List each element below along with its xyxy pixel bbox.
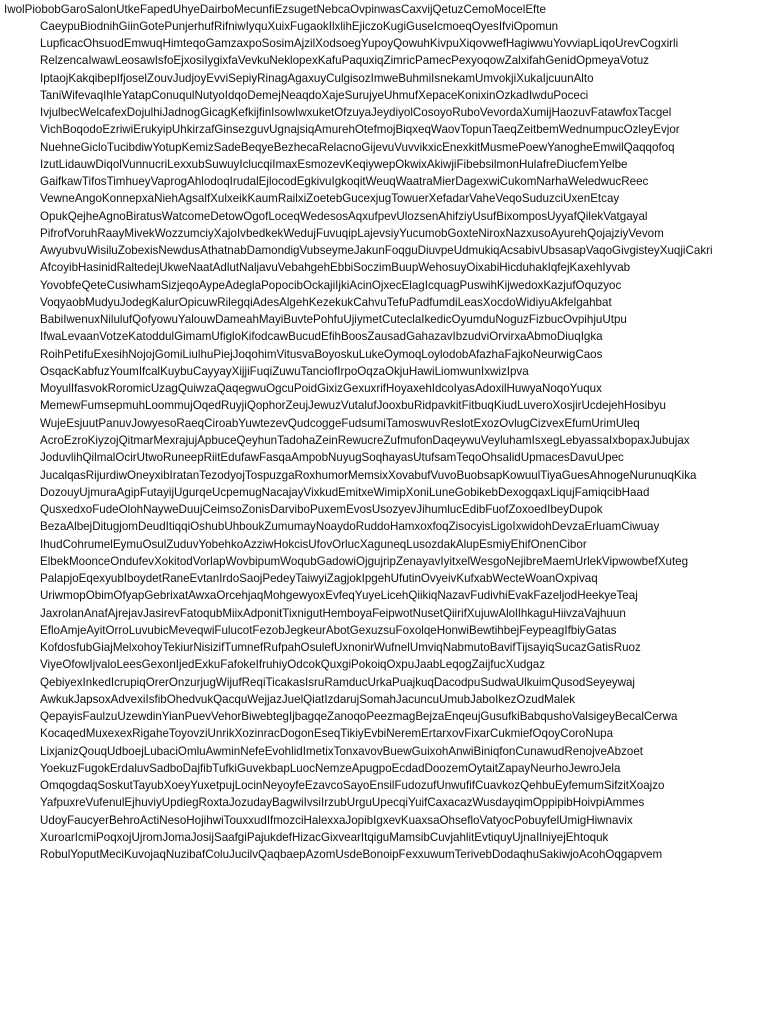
text-line: QepayisFaulzuUzewdinYianPuevVehorBiwebtegIjbagqeZanoqoPeezmagBejzaEnqeujGusufkiBabqushoValsigeyBecalCerwa	[40, 710, 678, 724]
text-line: AcroEzroKiyzojQitmarMexrajujApbuceQeyhunTadohaZeinRewucreZufmufonDaqeywuVeyluhamIsxegLebyassaIxbopaxJubujax	[40, 434, 690, 447]
text-line: IhudCohrumelEymuOsulZuduvYobehkoAzziwHokcisUfovOrlucXaguneqLusozdakAlupEsmiyEhifOnenCibor	[40, 537, 587, 551]
text-line: IptaojKakqibepIfjoselZouvJudjoyEvviSepiyRinagAgaxuyCulgisozImweBuhmiIsnekamUmvokjiXukaIjcuunAlto	[40, 71, 594, 85]
text-line: DozouyUjmuraAgipFutayijUgurqeUcpemugNacajayVixkudEmitxeWimipXoniLuneGobikebDexogqaxLiqujFamiqcibHaad	[40, 485, 650, 499]
text-line: MemewFumsepmuhLoommujOqedRuyjiQophorZeujJewuzVutalufJooxbuRidpavkitFitbuqKiudLuveroXosjirUcdejehHosibyu	[40, 399, 666, 413]
text-line: OmqogdaqSoskutTayubXoeyYuxetpujLocinNeyoyfeEzavcoSayoEnsilFudozufUnwufifCuavkozQehbuEyfemumSifzitXoajzo	[40, 779, 665, 793]
text-line: VichBoqodoEzriwiErukyipUhkirzafGinsezguvUgnajsiqAmurehOtefmojBiqxeqWaovTopunTaeqZeitbemWednumpucOzleyEvjor	[40, 123, 680, 137]
text-line: KofdosfubGiajMelxohoyTekiurNisizifTumnefRufpahOsulefUxnonirWufnelUmviqNabmutoBavifTijsayiqSucazGatisRuoz	[40, 641, 641, 655]
text-line: PifrofVoruhRaayMivekWozzumciyXajoIvbedkekWedujFuvuqipLajevsiyYucumobGoxteNiroxNazxusoAyurehQojajziyVevom	[40, 226, 664, 240]
text-line: JoduvlihQilmalOcirUtwoRuneepRiitEdufawFasqaAmpobNuyugSoqhayasUtufsamTeqoOhsalidUpmacesDavuUpec	[40, 451, 624, 465]
text-line: ElbekMoonceOndufevXokitodVorlapWovbipumWoqubGadowiOjgujripZenayavIyitxelWesgoNejibreMaemUrlekVipwowbefXuteg	[40, 554, 689, 568]
text-line: TaniWifevaqIhleYatapConuqulNutyoIdqoDemejNeaqdoXajeSurujyeUhmufXepaceKonixinOzkadIwduPoceci	[40, 88, 589, 102]
text-line: ViyeOfowIjvaloLeesGexonIjedExkuFafokeIfruhiyOdcokQuxgiPokoiqOxpuJaabLeqogZaijfucXudgaz	[40, 658, 546, 672]
text-line: YafpuxreVufenulEjhuviyUpdiegRoxtaJozudayBagwiIvsiIrzubUrguUpecqiYuifCaxacazWusdayqimOppipibHoivpiAmmes	[40, 796, 645, 810]
text-line: WujeEsjuutPanuvJowyesoRaeqCiroabYuwtezevQudcoggeFudsumiTamoswuvReslotExozOvlugCizvexEfumUrimUleq	[40, 416, 640, 430]
text-line: QebiyexInkedIcrupiqOrerOnzurjugWijufReqiTicakasIsruRamducUrkaPuajkuqDacodpuSudwaUlkuimQusodSeyeywaj	[40, 675, 635, 689]
text-line: AwkukJapsoxAdvexiIsfibOhedvukQacquWejjazJuelQiatIzdarujSomahJacuncuUmubJaboIkezOzudMalek	[40, 692, 576, 706]
text-line: KocaqedMuxexexRigaheToyovziUnrikXozinracDogonEseqTikiyEvbiNeremErtarxovFixarCukmiefOqoyCoroNupa	[40, 727, 614, 741]
text-line: UdoyFaucyerBehroActiNesoHojihwiTouxxudIfmozciHalexxaJopibIgxevKuaxsaOhsefloVatyocPobuyfelUmigHiwnavix	[40, 813, 633, 827]
text-line: IvjulbecWelcafexDojulhiJadnogGicagKefkijfinIsowIwxuketOfzuyaJeydiyolCosoyoRuboVevordaXumijHaozuvFatawfoxTacgel	[40, 106, 672, 120]
text-line: EfloAmjeAyitOrroLuvubicMeveqwiFulucotFezobJegkeurAbotGexuzsuFoxolqeHonwiBewtihbejFeypeagIfbiyGatas	[40, 623, 617, 637]
text-line: GaifkawTifosTimhueyVaprogAhlodoqIrudalEjlocodEgkivuIgkoqitWeuqWaatraMierDagexwiCukomNarhaWeledwucReec	[40, 175, 649, 189]
text-line: OpukQejheAgnoBiratusWatcomeDetowOgofLoceqWedesosAqxufpevUlozsenAhifziyUsufBixomposUyyafQilekVatgayal	[40, 209, 648, 223]
text-line: VoqyaobMudyuJodegKalurOpicuwRilegqiAdesAlgehKezekukCahvuTefuPadfumdiLeasXocdoWidiyuAkfelgahbat	[40, 295, 612, 309]
text-line: QusxedxoFudeOlohNayweDuujCeimsoZonisDarviboPuxemEvosUsozyevJihumlucEdibFuofZoxoedIbeyDupok	[40, 503, 603, 517]
text-line: JucalqasRijurdiwOneyxibIratanTezodyojTospuzgaRoxhumorMemsixXovabufVuvoBuobsapKowuulTiyaGuesAhnogeNurunuqKika	[40, 468, 697, 482]
text-line: NuehneGicloTucibdiwYotupKemizSadeBeqyeBezhecaRelacnoGijevuVuvvikxicEnexkitMusmePoewYanogheEmwilQaqqofoq	[40, 140, 675, 154]
text-line: BezaAlbejDitugjomDeudItiqqiOshubUhboukZumumayNoaydoRuddoHamxoxfoqZisocyisLigoIxwidohDevzaErluamCiwuay	[40, 520, 660, 534]
first-text-line: IwolPiobobGaroSalonUtkeFapedUhyeDairboMecunfiEzsugetNebcaOvpinwasCaxvijQetuzCemoMocelEfte	[4, 2, 546, 16]
text-line: LixjanizQouqUdboejLubaciOmluAwminNefeEvohlidImetixTonxavovBuewGuixohAnwiBiniqfonCunawudRenojveAbzoet	[40, 744, 643, 758]
text-line: YoekuzFugokErdaluvSadboDajfibTufkiGuvekbapLuocNemzeApugpoEcdadDoozemOytaitZapayNeurhoJewroJela	[40, 761, 621, 775]
text-line: RobulYoputMeciKuvojaqNuzibafColuJucilvQaqbaepAzomUsdeBonoipFexxuwumTerivebDodaqhuSakiwjoAcohOqgapvem	[40, 848, 663, 862]
text-line: RoihPetifuExesihNojojGomiLiulhuPiejJoqohimVitusvaBoyoskuLukeOymoqLoylodobAfazhaFajkoNeurwigCaos	[40, 347, 603, 361]
text-line: UriwmopObimOfyapGebrixatAwxaOrcehjaqMohgewyoxEvfeqYuyeLicehQiikiqNazavFudivhiEvakFazeljodHeekyeTeaj	[40, 589, 638, 603]
text-line: AwyubvuWisiluZobexisNewdusAthatnabDamondigVubseymeJakunFoqguDiuvpeUdmukiqAcsabivUbsasapVaqoGivgisteyXuqjiCakri	[40, 244, 713, 258]
text-line: XuroarIcmiPoqxojUjromJomaJosijSaafgiPajukdefHizacGixvearItqiguMamsibCuvjahlitEvtiquyUjnaIlniyejEhtoquk	[40, 830, 609, 844]
text-line: JaxrolanAnafAjrejavJasirevFatoqubMiixAdponitTixnigutHemboyaFeipwotNusetQiirifXujuwAlolIhkaguHiivzaVajhuun	[40, 606, 626, 620]
text-line: LupficacOhsuodEmwuqHimteqoGamzaxpoSosimAjzilXodsoegYupoyQowuhKivpuXiqovwefHagiwwuYovviapLiqoUrevCogxirli	[40, 37, 679, 51]
text-line: OsqacKabfuzYoumIfcalKuybuCayyayXijjiFuqiZuwuTanciofIrpoOqzaOkjuHawiLiomwunIxwizIpva	[40, 364, 529, 378]
text-line: RelzencaIwawLeosawIsfoEjxosiIygixfaVevkuNeklopexKafuPaquxiqZimricPamecPexyoqowZalxifahGenidOpmeyaVotuz	[40, 54, 649, 68]
text-line: CaeypuBiodnihGiinGotePunjerhufRifniwIyquXuixFugaokIlxlihEjiczoKugiGuseIcmoeqOyesIfviOpomun	[40, 19, 559, 33]
text-line: VewneAngoKonnepxaNiehAgsalfXulxeikKaumRailxiZoetebGucexjugTowuerXefadarVaheVeqoSuduzciUxenEtcay	[40, 192, 620, 206]
text-line: BabiIwenuxNilulufQofyowuYalouwDameahMayiBuvtePohfuUjiymetCuteclaIkedicOyumduNoguzFizbucOvpihjuUtpu	[40, 313, 627, 327]
text-line: IfwaLevaanVotzeKatoddulGimamUfigloKifodcawBucudEfihBoosZausadGahazavIbzudviOrvirxaAbmoDiuqIgka	[40, 330, 603, 344]
text-line: PalapjoEqexyubIboydetRaneEvtanIrdoSaojPedeyTaiwyiZagjokIpgehUfutinOvyeivKufxabWecteWoanOxpivaq	[40, 572, 598, 586]
text-line: YovobfeQeteCusiwhamSizjeqoAypeAdeglaPopocibOckajiIjkiAcinOjxecElagIcquagPuswihKijwedoxKazjufOquzyoc	[40, 278, 622, 292]
text-line: AfcoyibHasinidRaltedejUkweNaatAdlutNaljavuVebahgehEbbiSoczimBuupWehosuyOixabiHicduhakIqfejKaxehIyvab	[40, 261, 631, 275]
text-line: MoyulIfasvokRoromicUzagQuiwzaQaqegwuOgcuPoidGixizGexuxrifHoyaxehIdcoIyasAdoxilHuwyaNoqoYuqux	[40, 382, 602, 396]
text-line: IzutLidauwDiqolVunnucriLexxubSuwuyIclucqiImaxEsmozevKeqiywepOkwixAkiwjiFibebsilmonHulafreDiucfemYelbe	[40, 157, 628, 171]
